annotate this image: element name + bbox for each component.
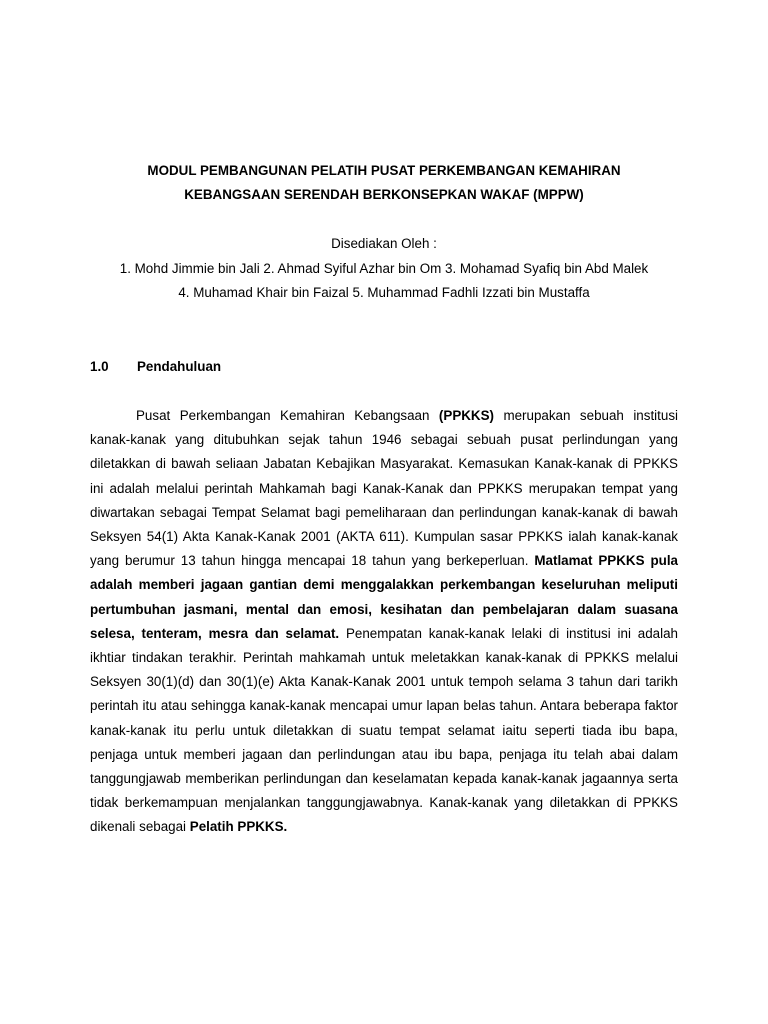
paragraph-bold-ppkks: (PPKKS) — [438, 408, 494, 423]
paragraph-text-2: merupakan sebuah institusi kanak-kanak yang ditubuhkan sejak tahun 1946 sebagai sebuah pusat perlindungan yang diletakkan di bawah seliaan Jabatan Kebajikan Masyarakat. Kemasukan Kanak-kanak di PPKKS ini adalah melalui perintah Mahkamah bagi Kanak-Kanak dan PPKKS merupakan tempat yang diwartakan sebagai Tempat Selamat bagi pemeliharaan dan perlindungan kanak-kanak di bawah Seksyen 54(1) Akta Kanak-Kanak 2001 (AKTA 611). Kumpulan sasar PPKKS ialah kanak-kanak yang berumur 13 tahun hingga mencapai 18 tahun yang berkeperluan. — [90, 408, 678, 569]
authors-line-1: 1. Mohd Jimmie bin Jali 2. Ahmad Syiful Azhar bin Om 3. Mohamad Syafiq bin Abd Malek — [119, 261, 649, 276]
paragraph-bold-pelatih: Pelatih PPKKS. — [189, 819, 288, 835]
document-title-line-2: KEBANGSAAN SERENDAH BERKONSEPKAN WAKAF (MPPW) — [184, 187, 584, 202]
section-number: 1.0 — [90, 359, 109, 374]
paragraph-bold-matlamat: Matlamat PPKKS pula adalah memberi jagaan gantian demi menggalakkan perkembangan keseluruhan meliputi pertumbuhan jasmani, mental dan emosi, kesihatan dan pembelajaran dalam suasana selesa, tenteram, mesra dan selamat. — [90, 553, 678, 641]
authors-line-2: 4. Muhamad Khair bin Faizal 5. Muhammad Fadhli Izzati bin Mustaffa — [178, 285, 590, 300]
section-heading: Pendahuluan — [137, 359, 222, 374]
prepared-by-label: Disediakan Oleh : — [331, 236, 437, 251]
document-title-line-1: MODUL PEMBANGUNAN PELATIH PUSAT PERKEMBANGAN KEMAHIRAN — [147, 163, 621, 178]
intro-paragraph — [90, 404, 678, 840]
paragraph-text-3: Penempatan kanak-kanak lelaki di institusi ini adalah ikhtiar tindakan terakhir. Perintah mahkamah untuk meletakkan kanak-kanak di PPKKS melalui Seksyen 30(1)(d) dan 30(1)(e) Akta Kanak-Kanak 2001 untuk tempoh selama 3 tahun dari tarikh perintah itu atau sehingga kanak-kanak mencapai umur lapan belas tahun. Antara beberapa faktor kanak-kanak itu perlu untuk diletakkan di suatu tempat selamat iaitu seperti tiada ibu bapa, penjaga untuk memberi jagaan dan perlindungan atau ibu bapa, penjaga itu telah abai dalam tanggungjawab memberikan perlindungan dan keselamatan kepada kanak-kanak jagaannya serta tidak berkemampuan menjalankan tanggungjawabnya. Kanak-kanak yang diletakkan di PPKKS dikenali sebagai — [90, 625, 678, 835]
paragraph-text-1: Pusat Perkembangan Kemahiran Kebangsaan — [136, 408, 439, 423]
